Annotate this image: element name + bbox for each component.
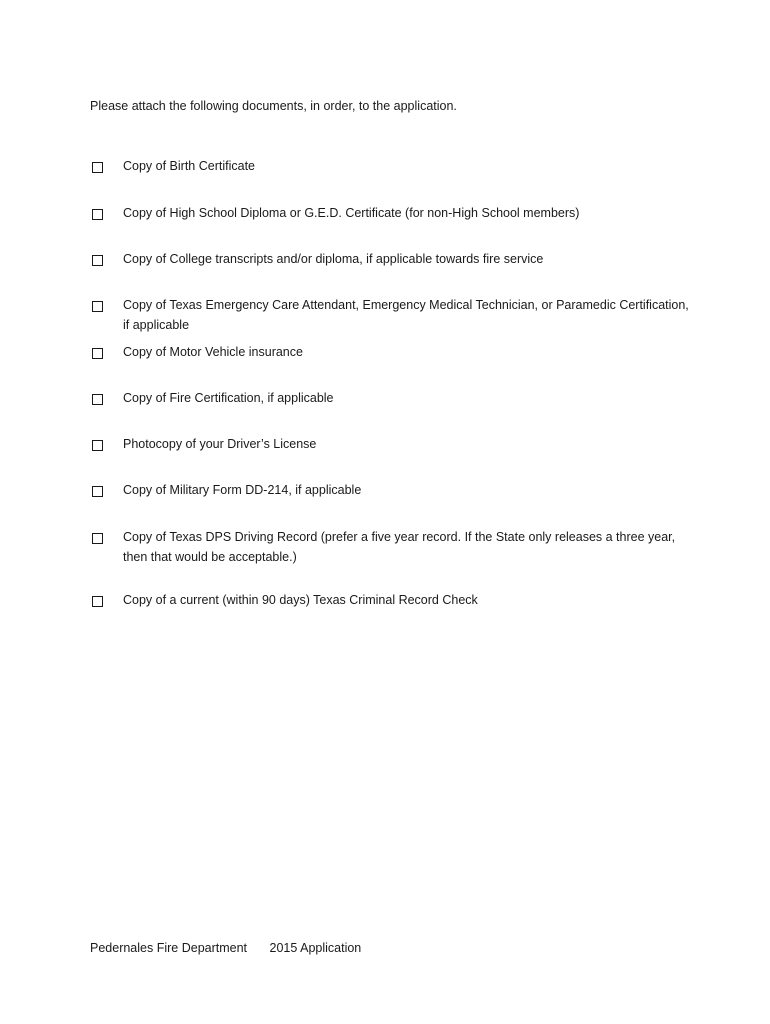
checkbox[interactable] xyxy=(92,301,103,312)
checklist-item-label: Copy of Birth Certificate xyxy=(123,159,255,173)
page-footer xyxy=(90,940,361,956)
checklist-item-label: Copy of a current (within 90 days) Texas Criminal Record Check xyxy=(123,593,478,607)
checkbox[interactable] xyxy=(92,394,103,405)
checkbox[interactable] xyxy=(92,209,103,220)
footer-application: 2015 Application xyxy=(269,941,362,955)
checkbox[interactable] xyxy=(92,486,103,497)
checklist-item-label: Copy of High School Diploma or G.E.D. Certificate (for non-High School members) xyxy=(123,206,580,220)
checkbox[interactable] xyxy=(92,533,103,544)
instructions-text: Please attach the following documents, in order, to the application. xyxy=(90,99,457,113)
footer-department: Pedernales Fire Department xyxy=(90,941,248,955)
checkbox[interactable] xyxy=(92,440,103,451)
checklist-item-label: Copy of Texas Emergency Care Attendant, Emergency Medical Technician, or Paramedic Certification, if applicable xyxy=(123,298,689,332)
checkbox[interactable] xyxy=(92,348,103,359)
checklist-item-label: Copy of College transcripts and/or diploma, if applicable towards fire service xyxy=(123,252,544,266)
checkbox[interactable] xyxy=(92,255,103,266)
checklist-item-label: Copy of Motor Vehicle insurance xyxy=(123,345,303,359)
checklist-item-label: Copy of Fire Certification, if applicable xyxy=(123,391,334,405)
checkbox[interactable] xyxy=(92,162,103,173)
checklist-item-label: Photocopy of your Driver’s License xyxy=(123,437,317,451)
checklist-item-label: Copy of Texas DPS Driving Record (prefer a five year record. If the State only releases a three year, then that would be acceptable.) xyxy=(123,530,676,564)
checkbox[interactable] xyxy=(92,596,103,607)
checklist-item-label: Copy of Military Form DD-214, if applicable xyxy=(123,483,362,497)
